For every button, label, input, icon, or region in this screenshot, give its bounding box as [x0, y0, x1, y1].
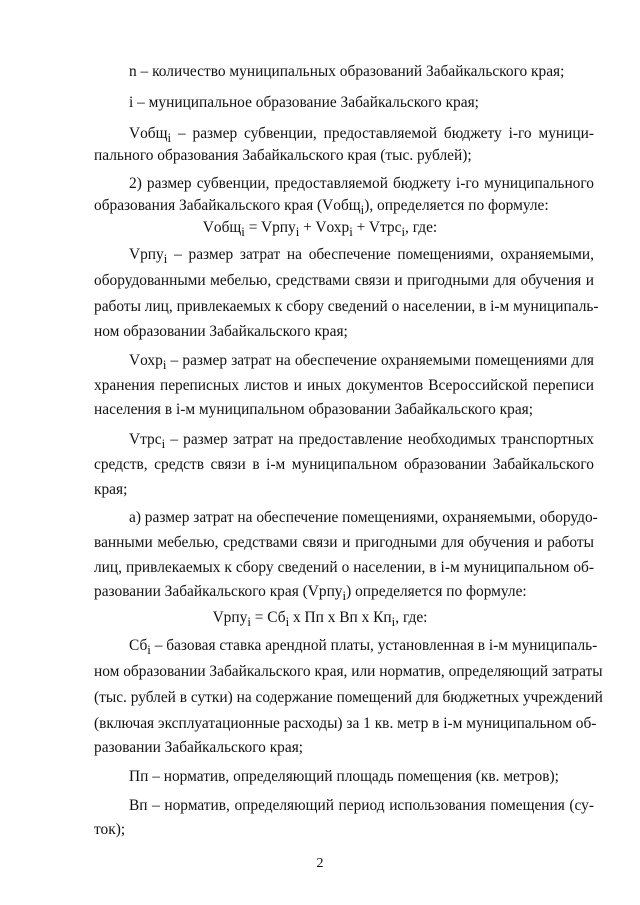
text-line: Vрпу$_i$ – размер затрат на обеспечение помещениями, охраняемыми, [129, 246, 594, 267]
text-line: края; [94, 481, 128, 498]
text-line: $Сб_i$ – базовая ставка арендной платы, установленная в i-м муниципаль- [129, 637, 598, 658]
text-line: Пп – норматив, определяющий площадь помещения (кв. метров); [129, 768, 559, 785]
text-line: хранения переписных листов и иных документов Всероссийской переписи [94, 377, 594, 394]
text-line: (включая эксплуатационные расходы) за 1 кв. метр в i-м муниципальном об- [94, 715, 597, 732]
formula: Vобщ$_i$ = Vрпу$_i$ + Vохр$_i$ + Vтрс$_i$, где: [202, 219, 438, 240]
text-line: ном образовании Забайкальского края, или норматив, определяющий затраты [94, 663, 603, 680]
text-line: i – муниципальное образование Забайкальского края; [129, 94, 479, 111]
text-line: работы лиц, привлекаемых к сбору сведений о населении, в i-м муниципаль- [94, 298, 599, 315]
text-line: населения в i-м муниципальном образовании Забайкальского края; [94, 401, 534, 418]
text-line: оборудованными мебелью, средствами связи и пригодными для обучения и [94, 272, 594, 289]
text-line: лиц, привлекаемых к сбору сведений о населении, в i-м муниципальном об- [94, 559, 594, 576]
text-line: средств, средств связи в i-м муниципальном образовании Забайкальского [94, 456, 594, 473]
text-line: (тыс. рублей в сутки) на содержание помещений для бюджетных учреждений [94, 689, 603, 706]
text-line: ток); [94, 821, 126, 838]
text-line: образования Забайкальского края (Vобщ$_i$), определяется по формуле: [94, 197, 549, 218]
text-line: Вп – норматив, определяющий период использования помещения (су- [129, 797, 594, 814]
text-line: n – количество муниципальных образований Забайкальского края; [129, 63, 565, 80]
text-line: Vобщ$_i$ – размер субвенции, предоставляемой бюджету i-го муници- [129, 125, 594, 146]
text-line: разовании Забайкальского края (Vрпу$_i$) определяется по формуле: [94, 583, 527, 604]
text-line: а) размер затрат на обеспечение помещениями, охраняемыми, оборудо- [129, 509, 598, 526]
formula: Vрпу$_i$ = $Сб_i$ х Пп х Вп х $Кп_i$, где: [212, 609, 428, 630]
text-line: ном образовании Забайкальского края; [94, 323, 348, 340]
text-line: ванными мебелью, средствами связи и пригодными для обучения и работы [94, 534, 594, 551]
text-line: пального образования Забайкальского края (тыс. рублей); [94, 147, 472, 164]
text-line: Vохр$_i$ – размер затрат на обеспечение охраняемыми помещениями для [129, 352, 594, 373]
text-line: 2) размер субвенции, предоставляемой бюджету i-го муниципального [129, 175, 594, 192]
text-line: Vтрс$_i$ – размер затрат на предоставление необходимых транспортных [129, 431, 594, 452]
page-number: 2 [316, 856, 324, 871]
text-line: разовании Забайкальского края; [94, 739, 304, 756]
